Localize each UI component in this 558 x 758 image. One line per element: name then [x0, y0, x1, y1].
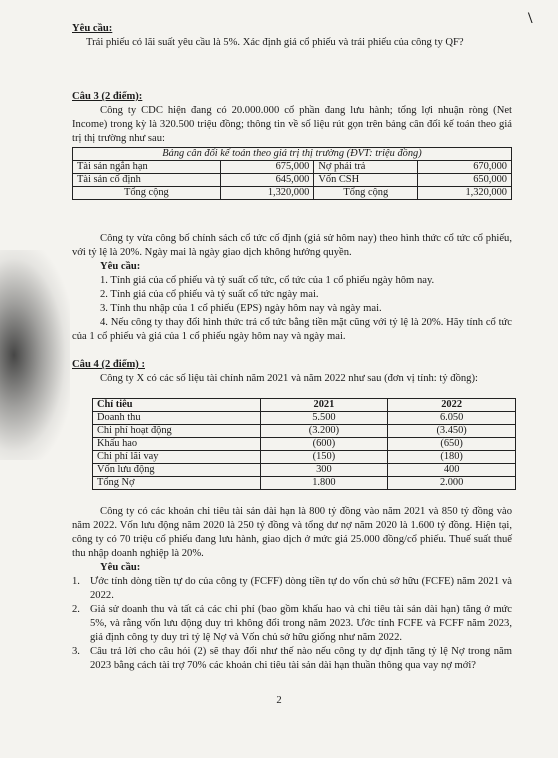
q3-item-3: 3. Tính thu nhập của 1 cổ phiếu (EPS) ngày hôm nay và ngày mai.: [100, 303, 382, 314]
table-cell: Tài sản cố định: [73, 174, 221, 187]
table-cell: 675,000: [220, 161, 314, 174]
item-number: 1.: [72, 576, 80, 587]
q3-dividend-paragraph: Công ty vừa công bố chính sách cổ tức cố định (giả sử hôm nay) theo hình thức cổ tức cổ phiếu, với tỷ lệ là 20%. Ngày mai là ngày giao dịch không hưởng quyền.: [72, 233, 512, 258]
table-cell: (3.200): [260, 425, 388, 438]
q3-item-1: 1. Tính giá của cổ phiếu và tỷ suất cổ tức, cổ tức của 1 cổ phiếu ngày hôm nay.: [100, 275, 435, 286]
intro-req-text: Trái phiếu có lãi suất yêu cầu là 5%. Xác định giá cổ phiếu và trái phiếu của công ty QF?: [86, 37, 464, 48]
table-cell: 1.800: [260, 477, 388, 490]
item-text: Giả sử doanh thu và tất cả các chi phí (bao gồm khấu hao và chi tiêu tài sản dài hạn) tăng ở mức 5%, và rằng vốn lưu động duy trì không đổi trong năm 2023. Ước tính FCFE và FCFF năm 2023, giả định công ty duy trì tỷ lệ Nợ và Vốn chủ sở hữu giống như năm 2022.: [90, 604, 512, 643]
q4-intro-paragraph: Công ty X có các số liệu tài chính năm 2021 và năm 2022 như sau (đơn vị tính: tỷ đồng):: [100, 373, 478, 384]
table-row: [93, 412, 516, 425]
column-header: Chỉ tiêu: [93, 399, 261, 412]
intro-section: [72, 22, 512, 50]
table-row: [93, 464, 516, 477]
q3-section: [72, 90, 512, 146]
table-cell: Vốn lưu động: [93, 464, 261, 477]
q3-body: [72, 232, 512, 344]
table-cell: Tổng cộng: [73, 187, 221, 200]
q4-details-paragraph: Công ty có các khoản chi tiêu tài sản dài hạn là 800 tỷ đồng vào năm 2021 và 850 tỷ đồng vào năm 2022. Vốn lưu động năm 2020 là 250 tỷ đồng và tổng dư nợ năm 2020 là 1.600 tỷ đồng. Hiện tại, công ty có 70 triệu cổ phiếu đang lưu hành, giao dịch ở mức giá 25.000 đồng/cổ phiếu. Thuế suất thuế thu nhập doanh nghiệp là 20%.: [72, 506, 512, 559]
table-cell: Tài sản ngắn hạn: [73, 161, 221, 174]
table-cell: 2.000: [388, 477, 516, 490]
balance-sheet-table: [72, 147, 512, 200]
table-cell: (3.450): [388, 425, 516, 438]
q3-req-title: Yêu cầu:: [100, 261, 141, 272]
table-cell: Chi phí lãi vay: [93, 451, 261, 464]
table-cell: 1,320,000: [418, 187, 512, 200]
q4-requirements-list: [72, 575, 512, 673]
table-cell: 1,320,000: [220, 187, 314, 200]
table-header-row: [93, 399, 516, 412]
q4-title: Câu 4 (2 điểm) :: [72, 359, 145, 370]
table-cell: 6.050: [388, 412, 516, 425]
q3-item-2: 2. Tính giá của cổ phiếu và tỷ suất cổ tức ngày mai.: [100, 289, 319, 300]
table-cell: Tổng cộng: [314, 187, 418, 200]
table-cell: 650,000: [418, 174, 512, 187]
table-row: [93, 425, 516, 438]
column-header: 2021: [260, 399, 388, 412]
table-cell: Tổng Nợ: [93, 477, 261, 490]
item-number: 2.: [72, 604, 80, 615]
column-header: 2022: [388, 399, 516, 412]
table-row: [93, 438, 516, 451]
table-cell: (150): [260, 451, 388, 464]
table-cell: (180): [388, 451, 516, 464]
list-item: [72, 645, 512, 673]
table-cell: 400: [388, 464, 516, 477]
table-row: [73, 174, 512, 187]
item-text: Câu trả lời cho câu hỏi (2) sẽ thay đổi như thế nào nếu công ty dự định tăng tỷ lệ Nợ trong năm 2023 bằng cách tài trợ 70% các khoản chi tiêu tài sản dài hạn thuần thông qua vay nợ mới?: [90, 646, 512, 671]
q3-intro-paragraph: Công ty CDC hiện đang có 20.000.000 cổ phần đang lưu hành; tổng lợi nhuận ròng (Net Income) trong kỳ là 320.500 triệu đồng; thông tin về số liệu rút gọn trên bảng cân đối kế toán theo giá trị thị trường như sau:: [72, 105, 512, 144]
list-item: [72, 603, 512, 645]
table-cell: 645,000: [220, 174, 314, 187]
table-cell: Doanh thu: [93, 412, 261, 425]
balance-sheet-caption: Bảng cân đối kế toán theo giá trị thị trường (ĐVT: triệu đồng): [73, 148, 512, 161]
table-row: [73, 187, 512, 200]
table-row: [93, 451, 516, 464]
table-cell: Khấu hao: [93, 438, 261, 451]
corner-mark: \: [528, 10, 533, 27]
table-cell: Vốn CSH: [314, 174, 418, 187]
list-item: [72, 575, 512, 603]
table-cell: (650): [388, 438, 516, 451]
table-cell: 5.500: [260, 412, 388, 425]
q4-body: [72, 505, 512, 673]
scan-shadow: [0, 250, 70, 460]
item-text: Ước tính dòng tiền tự do của công ty (FCFF) dòng tiền tự do vốn chủ sở hữu (FCFE) năm 2021 và 2022.: [90, 576, 512, 601]
q4-req-title: Yêu cầu:: [100, 562, 141, 573]
q3-item-4: 4. Nếu công ty thay đổi hình thức trả cổ tức bằng tiền mặt cũng với tỷ lệ là 20%. Hãy tính cổ tức của 1 cổ phiếu và giá của 1 cổ phiếu ngày hôm nay và ngày mai.: [72, 317, 512, 342]
table-row: [93, 477, 516, 490]
table-row: [73, 161, 512, 174]
item-number: 3.: [72, 646, 80, 657]
q4-section: [72, 358, 512, 386]
q3-title: Câu 3 (2 điểm):: [72, 91, 143, 102]
table-cell: (600): [260, 438, 388, 451]
page-number: 2: [276, 695, 282, 706]
table-cell: 670,000: [418, 161, 512, 174]
table-cell: Chi phí hoạt động: [93, 425, 261, 438]
table-cell: 300: [260, 464, 388, 477]
financial-data-table: [92, 398, 516, 490]
intro-req-title: Yêu cầu:: [72, 23, 113, 34]
table-cell: Nợ phải trả: [314, 161, 418, 174]
